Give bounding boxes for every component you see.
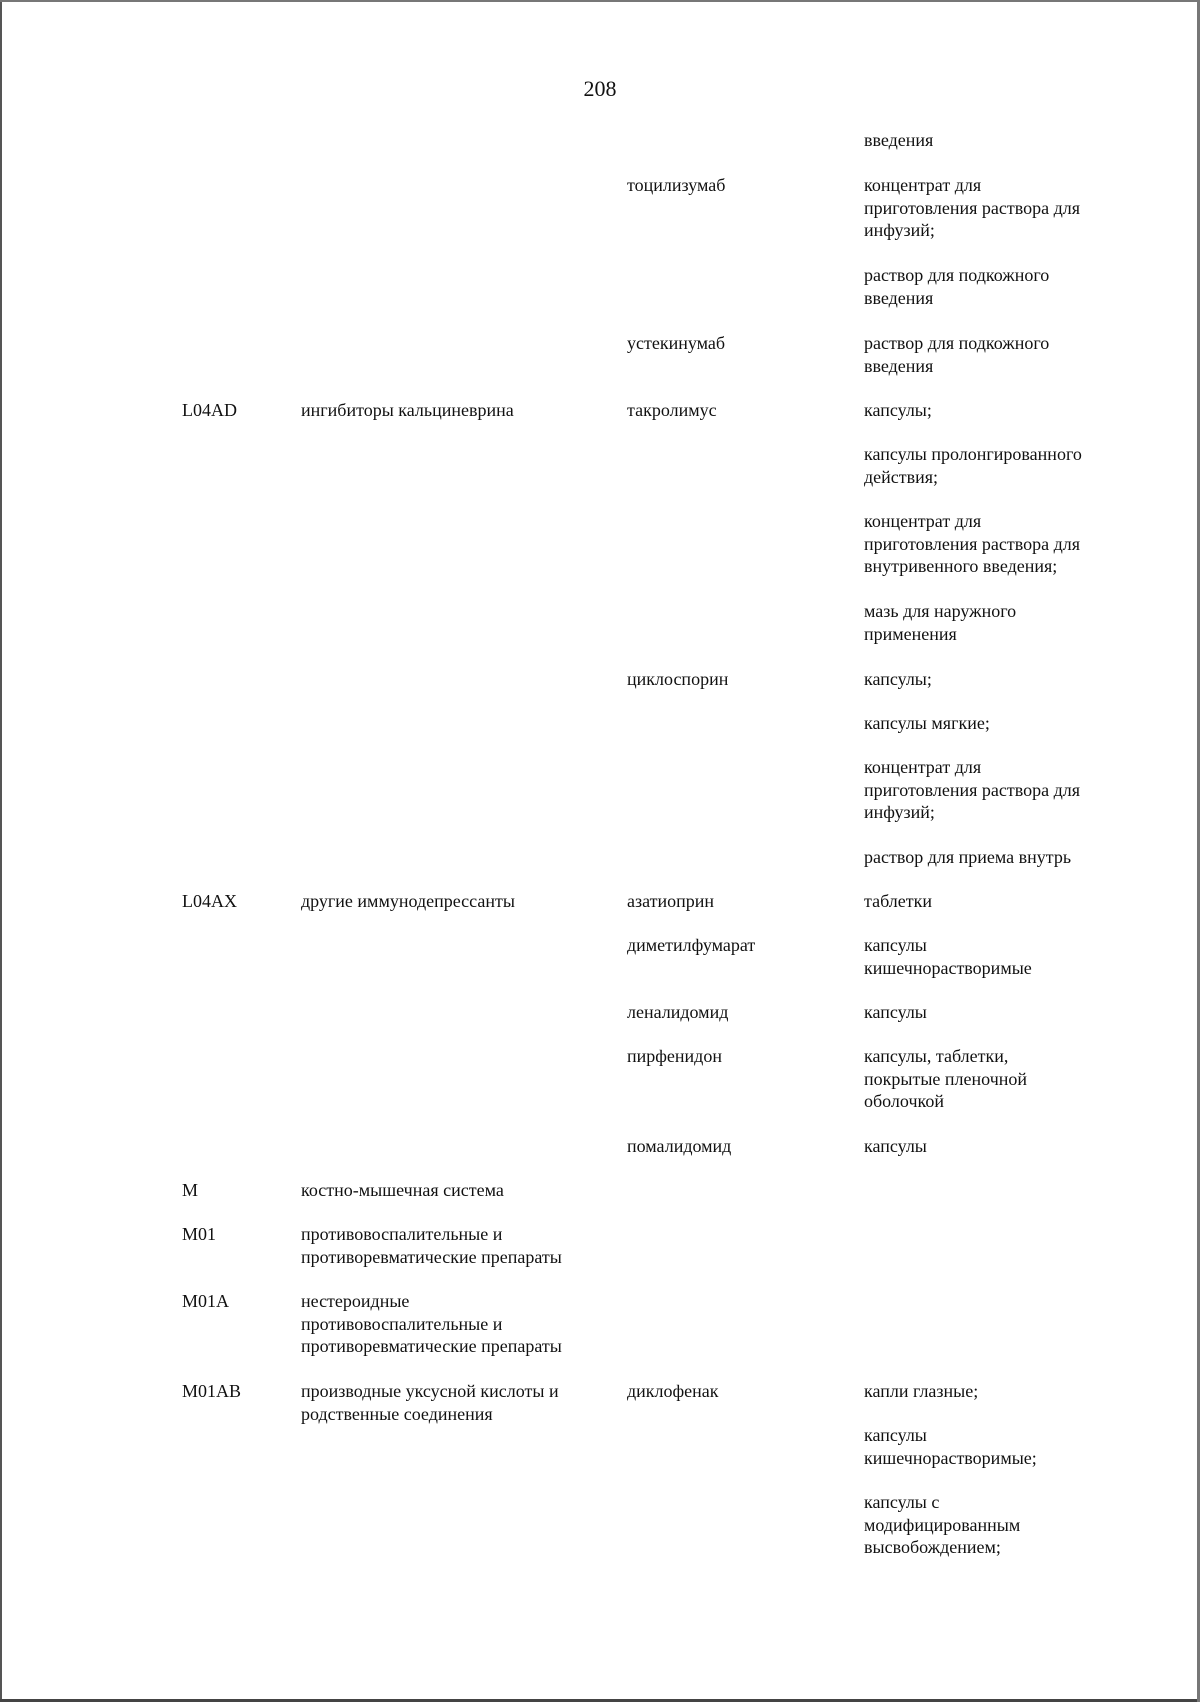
drug-name: леналидомид — [627, 1002, 729, 1022]
dosage-form: введения — [864, 130, 934, 150]
dosage-form: капсулы пролонгированного действия; — [864, 444, 1082, 487]
drug-name: азатиоприн — [627, 891, 715, 911]
drug-name: устекинумаб — [627, 333, 726, 353]
dosage-form: капсулы, таблетки, покрытые пленочной оболочкой — [864, 1046, 1028, 1111]
dosage-form: раствор для приема внутрь — [864, 847, 1072, 867]
drug-name: пирфенидон — [627, 1046, 722, 1066]
drug-name: диметилфумарат — [627, 935, 756, 955]
atc-code: M01A — [182, 1291, 230, 1311]
dosage-form: капли глазные; — [864, 1381, 979, 1401]
atc-code: L04AD — [182, 400, 237, 420]
scan-edge-top — [0, 0, 1200, 2]
atc-code: M — [182, 1180, 199, 1200]
dosage-form: капсулы — [864, 1002, 927, 1022]
atc-code: L04AX — [182, 891, 237, 911]
dosage-form: капсулы мягкие; — [864, 713, 990, 733]
dosage-form: таблетки — [864, 891, 933, 911]
dosage-form: концентрат для приготовления раствора для инфузий; — [864, 175, 1080, 240]
group-name: противовоспалительные и противоревматические препараты — [301, 1224, 562, 1267]
dosage-form: раствор для подкожного введения — [864, 265, 1050, 308]
dosage-form: раствор для подкожного введения — [864, 333, 1050, 376]
group-name: костно-мышечная система — [301, 1180, 504, 1200]
drug-name: диклофенак — [627, 1381, 719, 1401]
group-name: ингибиторы кальциневрина — [301, 400, 514, 420]
drug-name: такролимус — [627, 400, 717, 420]
dosage-form: капсулы кишечнорастворимые — [864, 935, 1032, 978]
dosage-form: концентрат для приготовления раствора для инфузий; — [864, 757, 1080, 822]
dosage-form: капсулы кишечнорастворимые; — [864, 1425, 1037, 1468]
dosage-form: капсулы с модифицированным высвобождением; — [864, 1492, 1021, 1557]
group-name: производные уксусной кислоты и родственные соединения — [301, 1381, 559, 1424]
drug-name: помалидомид — [627, 1136, 732, 1156]
dosage-form: капсулы; — [864, 669, 932, 689]
dosage-form: капсулы; — [864, 400, 932, 420]
drug-name: циклоспорин — [627, 669, 729, 689]
drug-name: тоцилизумаб — [627, 175, 726, 195]
dosage-form: капсулы — [864, 1136, 927, 1156]
atc-code: M01AB — [182, 1381, 242, 1401]
group-name: другие иммунодепрессанты — [301, 891, 515, 911]
group-name: нестероидные противовоспалительные и противоревматические препараты — [301, 1291, 562, 1356]
dosage-form: мазь для наружного применения — [864, 601, 1017, 644]
dosage-form: концентрат для приготовления раствора для внутривенного введения; — [864, 511, 1080, 576]
atc-code: M01 — [182, 1224, 217, 1244]
page-number: 208 — [583, 76, 617, 101]
scan-edge-left — [0, 0, 2, 1702]
